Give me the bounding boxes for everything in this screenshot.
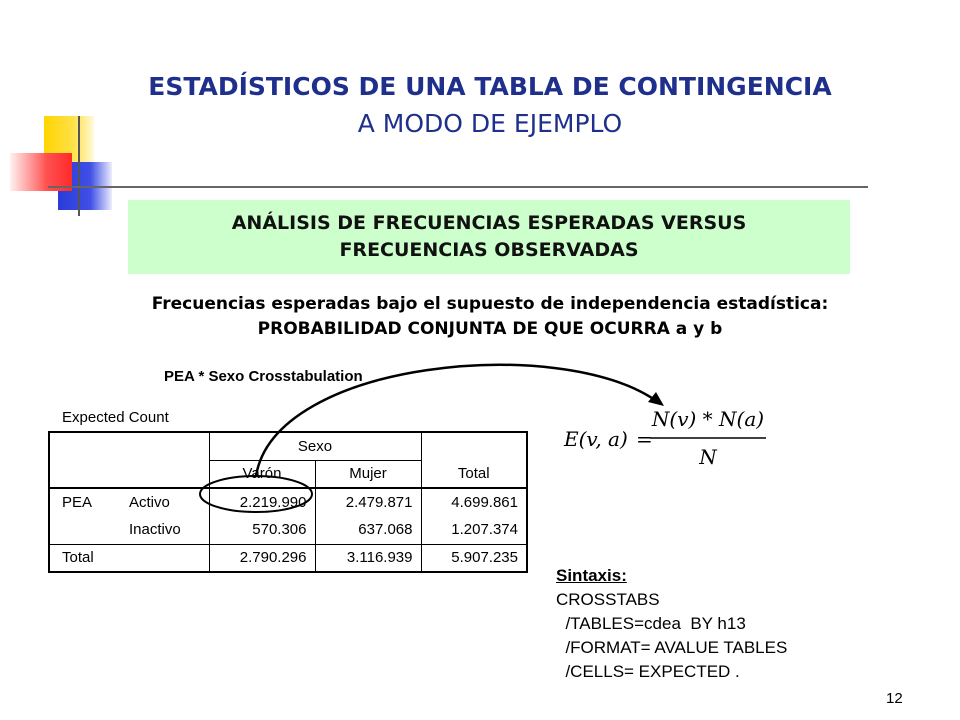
table-cell: 2.790.296 [209,544,315,572]
formula-equals: = [636,427,653,451]
table-cell: 4.699.861 [421,488,527,516]
banner-line-2: FRECUENCIAS OBSERVADAS [339,239,639,261]
table-cell: 2.479.871 [315,488,421,516]
column-header: Mujer [315,460,421,488]
table-cell: 570.306 [209,516,315,544]
col-group-header: Sexo [209,432,421,460]
description-line-1: Frecuencias esperadas bajo el supuesto de independencia estadística: [151,294,829,314]
column-header: Total [421,460,527,488]
row-group-label: PEA [49,488,129,516]
syntax-block [556,564,787,684]
formula-numerator: N(v) * N(a) [651,407,765,431]
banner-line-1: ANÁLISIS DE FRECUENCIAS ESPERADAS VERSUS [231,212,747,234]
syntax-line: /CELLS= EXPECTED . [556,662,740,681]
column-header: Varón [209,460,315,488]
formula-denominator: N [699,445,717,469]
table-cell: 2.219.990 [209,488,315,516]
syntax-heading: Sintaxis: [556,566,627,585]
syntax-line: /FORMAT= AVALUE TABLES [556,638,788,657]
row-label: Activo [129,488,209,516]
table-cell: 637.068 [315,516,421,544]
expected-frequency-formula [560,402,780,472]
slide-subtitle: A MODO DE EJEMPLO [357,109,623,138]
crosstab-title: PEA * Sexo Crosstabulation [164,368,363,385]
table-cell: 1.207.374 [421,516,527,544]
table-cell: 5.907.235 [421,544,527,572]
description-line-2: PROBABILIDAD CONJUNTA DE QUE OCURRA a y b [257,319,723,339]
table-cell: 3.116.939 [315,544,421,572]
highlight-ellipse [200,476,312,512]
crosstab-statistic-label: Expected Count [62,409,169,426]
syntax-line: CROSSTABS [556,590,660,609]
slide-title: ESTADÍSTICOS DE UNA TABLA DE CONTINGENCIA [148,72,832,101]
page-number: 12 [886,690,903,707]
row-label: Inactivo [129,521,181,539]
row-group-label: Total [49,544,129,572]
formula-lhs: E(v, a) [564,427,628,451]
syntax-line: /TABLES=cdea BY h13 [556,614,746,633]
